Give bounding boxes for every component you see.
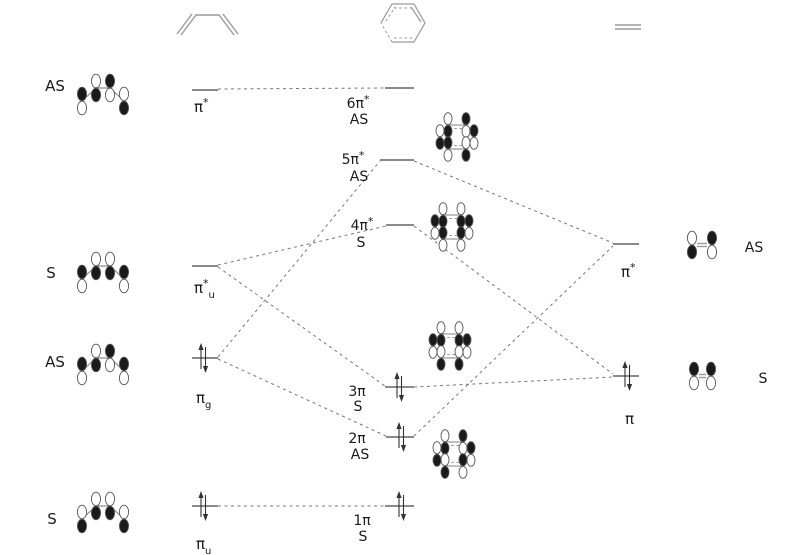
symmetry-row1: AS: [45, 77, 65, 95]
ring-orbitals-5pi-star: [436, 113, 478, 162]
symmetry-row4: S: [47, 510, 57, 528]
ethylene-levels: [613, 244, 639, 428]
ethylene-orbital-pi: [689, 362, 767, 390]
ethylene-orbital-pi-star: [687, 231, 763, 259]
butadiene-orbital-row-pi2: [45, 344, 128, 385]
label-pi-ethylene: π: [625, 410, 635, 428]
butadiene-orbital-row-pi1: [47, 492, 128, 533]
butadiene-orbital-row-pi3star: [46, 252, 128, 293]
line-pi-star-butadiene-to-6pi-star: [218, 88, 385, 89]
label-4pi-star: 4π*: [350, 215, 374, 234]
butadiene-levels: [192, 90, 218, 555]
ring-orbitals-4pi-star: [431, 203, 473, 252]
label-1pi: 1π: [353, 513, 371, 529]
ring-orbitals-2pi: [433, 430, 475, 479]
symmetry-row2: S: [46, 264, 56, 282]
ethylene-structure: [615, 25, 641, 29]
butadiene-orbital-row-pi4star: [45, 74, 128, 115]
symmetry-5pi-star: AS: [349, 169, 369, 185]
correlation-lines: [218, 88, 613, 506]
line-3pi-to-pi-ethylene: [414, 377, 613, 387]
symmetry-3pi: S: [353, 399, 363, 415]
symmetry-row3: AS: [45, 353, 65, 371]
label-pi-g: $\pi_g$: [196, 389, 212, 411]
symmetry-pi-star-ethylene: AS: [744, 240, 764, 256]
transition-state-ring-structure: [381, 4, 425, 42]
label-3pi: 3π: [348, 384, 366, 400]
symmetry-4pi-star: S: [356, 235, 366, 251]
label-5pi-star: 5π*: [341, 149, 365, 168]
symmetry-pi-ethylene: S: [758, 371, 768, 387]
symmetry-6pi-star: AS: [349, 112, 369, 128]
label-pi-star-ethylene: π*: [621, 261, 636, 281]
label-pi-u: $\pi_u$: [196, 535, 212, 555]
label-pi-star-u: $\pi^*_u$: [194, 277, 215, 301]
ring-orbitals-3pi: [429, 322, 471, 371]
symmetry-2pi: AS: [350, 447, 370, 463]
butadiene-structure: [177, 14, 238, 35]
line-pi-g-to-5pi-star: [218, 161, 380, 357]
label-pi-star-butadiene: π*: [194, 96, 209, 116]
label-6pi-star: 6π*: [346, 93, 370, 112]
product-levels: [342, 88, 414, 545]
symmetry-1pi: S: [358, 529, 368, 545]
label-2pi: 2π: [348, 431, 366, 447]
